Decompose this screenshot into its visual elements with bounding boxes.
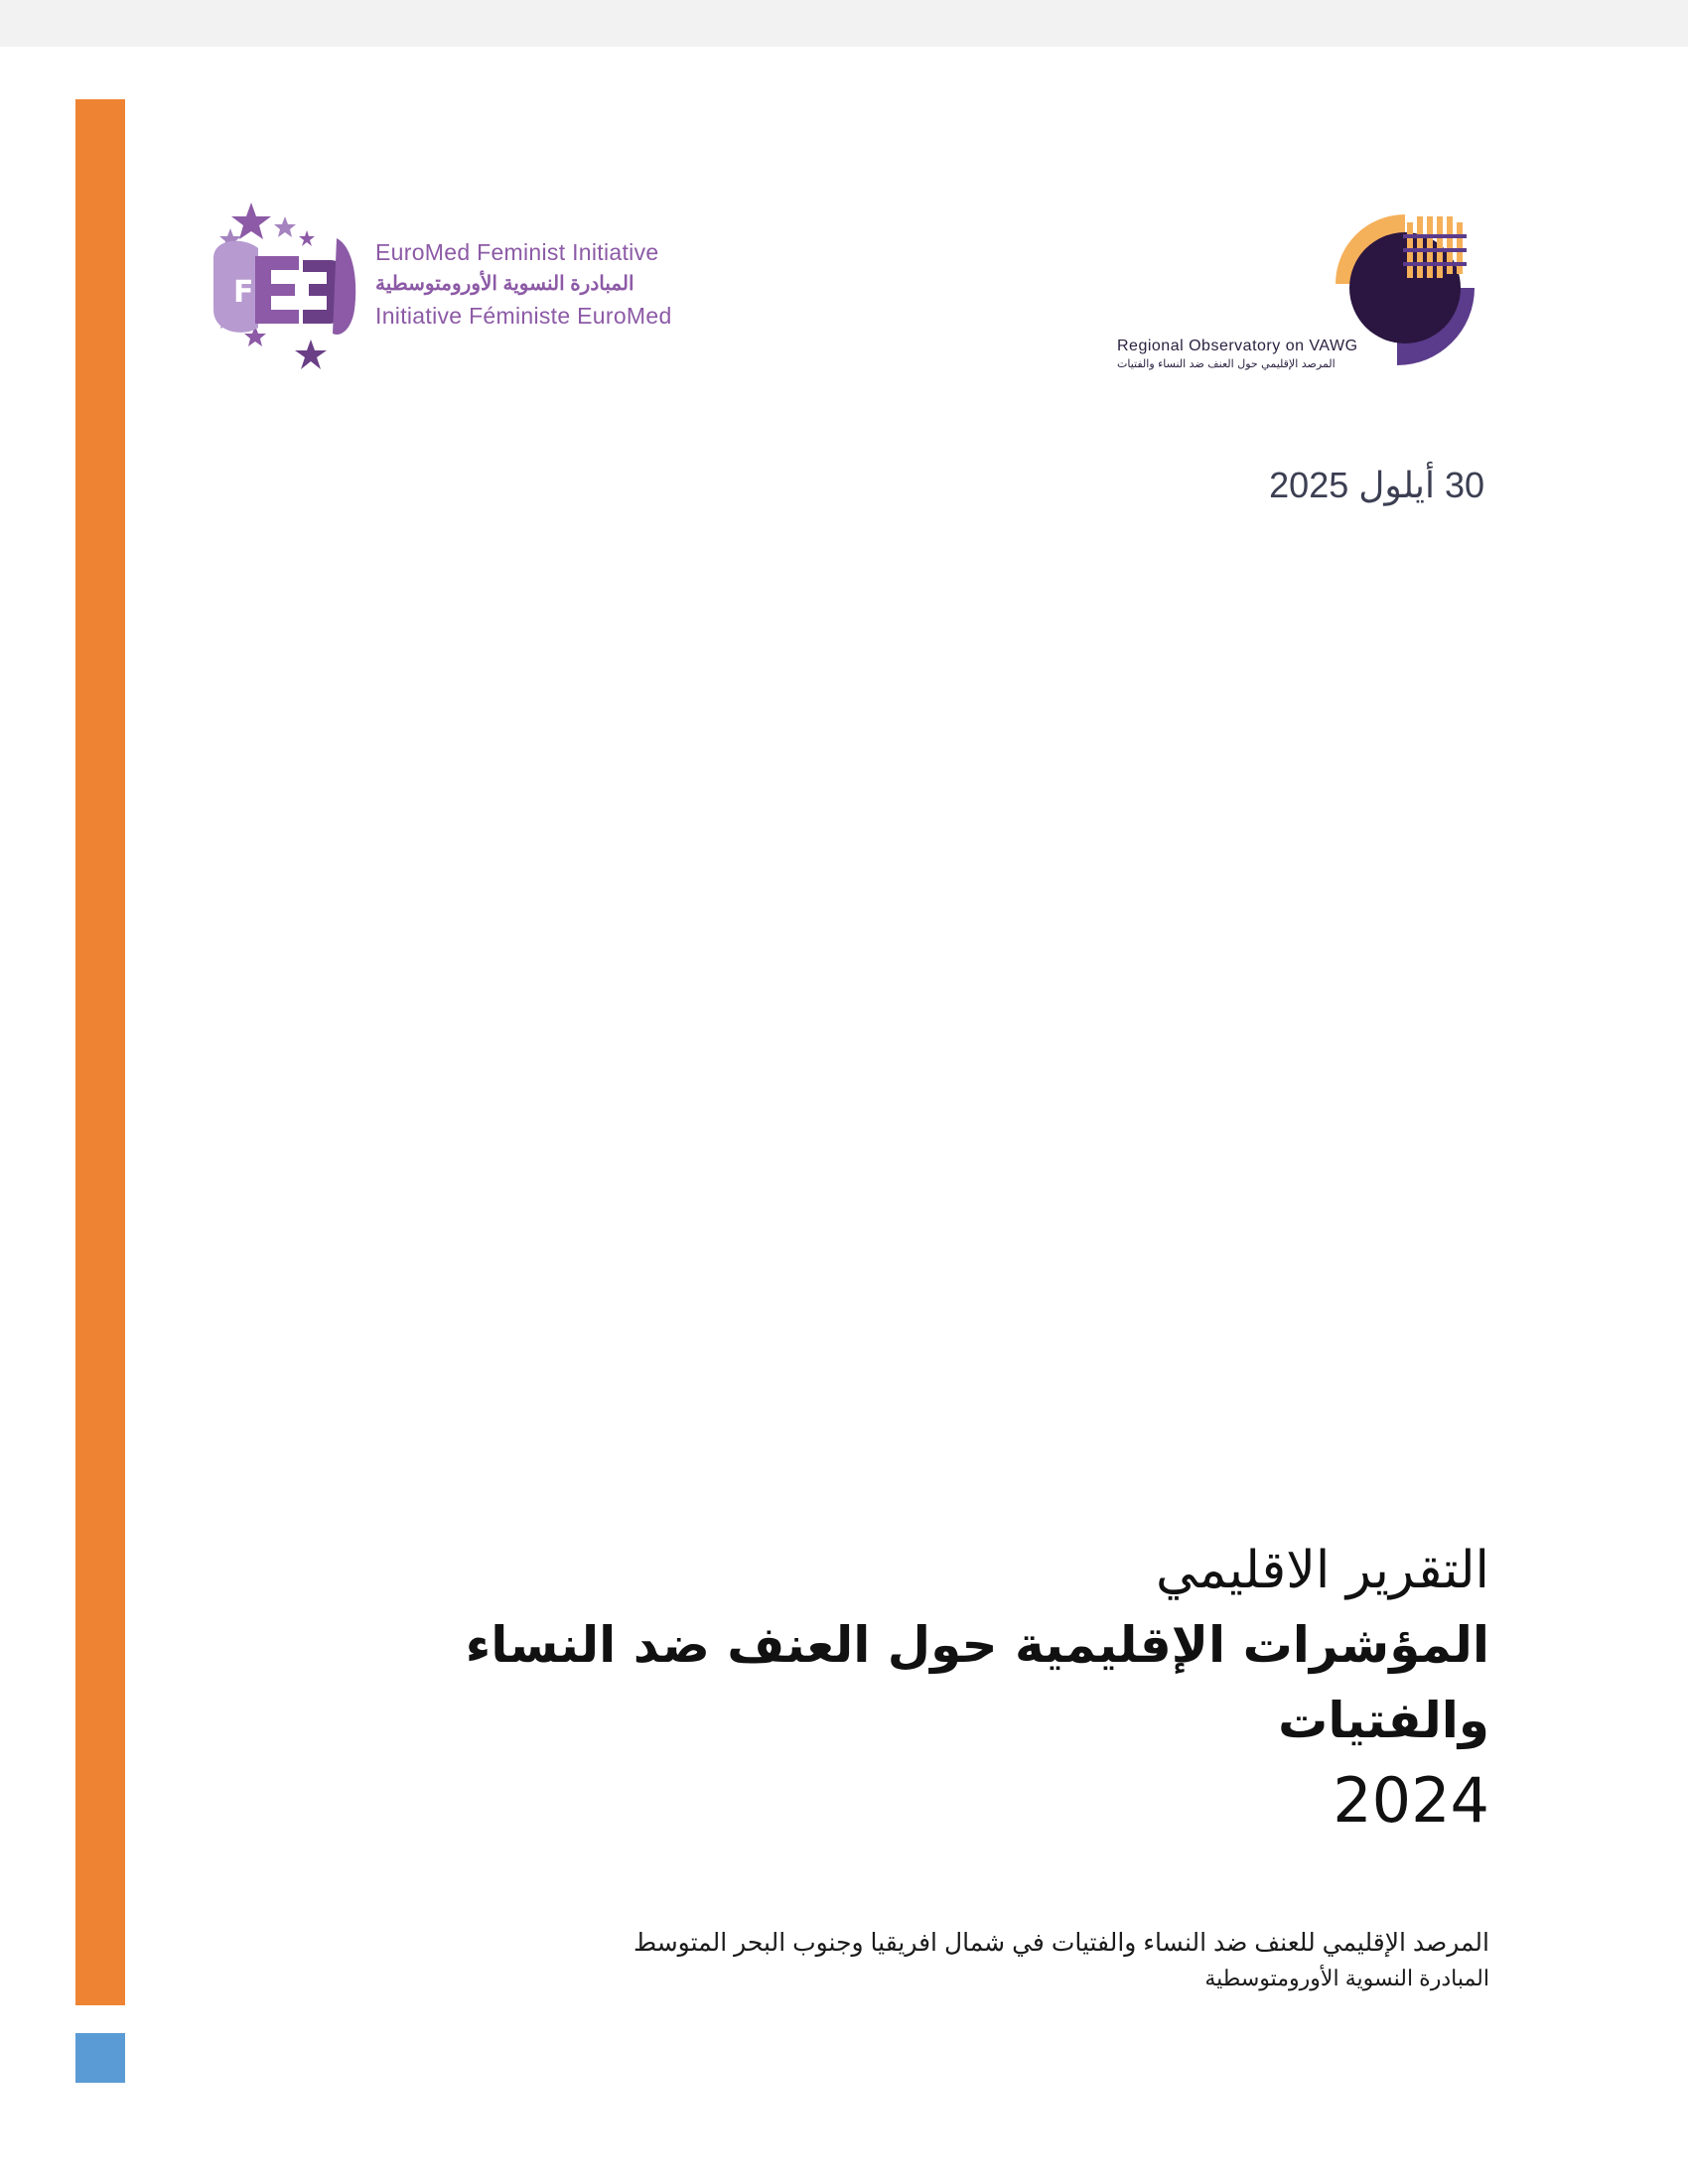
euromed-name-english: EuroMed Feminist Initiative [375, 239, 659, 265]
report-title-line2: المؤشرات الإقليمية حول العنف ضد النساء والفتيات [465, 1616, 1489, 1749]
document-date: 30 أيلول 2025 [1269, 465, 1484, 505]
viewer-top-strip [0, 0, 1688, 47]
svg-text:F: F [233, 275, 254, 310]
orange-accent-bar [75, 99, 125, 2005]
euromed-feminist-initiative-logo [204, 199, 700, 377]
publisher-block [298, 1924, 1489, 1995]
report-title-block [298, 1534, 1489, 1843]
blue-accent-square [75, 2033, 125, 2083]
regional-observatory-logo [1107, 208, 1484, 377]
observatory-name-arabic: المرصد الإقليمي حول العنف ضد النساء والفتيات [1117, 357, 1336, 370]
euromed-name-french: Initiative Féministe EuroMed [375, 303, 672, 329]
euromed-name-arabic: المبادرة النسوية الأورومتوسطية [375, 273, 634, 295]
report-title-line1: التقرير الاقليمي [1156, 1541, 1489, 1600]
publisher-line1: المرصد الإقليمي للعنف ضد النساء والفتيات في شمال افريقيا وجنوب البحر المتوسط [633, 1929, 1489, 1957]
publisher-line2: المبادرة النسوية الأورومتوسطية [1204, 1966, 1489, 1990]
euromed-logo-mark-icon [204, 199, 362, 377]
observatory-name-english: Regional Observatory on VAWG [1117, 338, 1358, 354]
report-year: 2024 [1333, 1764, 1489, 1837]
